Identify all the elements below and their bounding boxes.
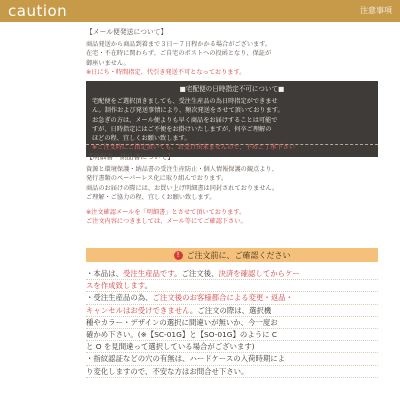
delivery-notice-line-3: お急ぎの方は、メール便よりも早く商品をお届けすることは可能で [92, 116, 278, 124]
invoice-line-3: 商品のお届けの際には、お買い上げ明細書は同封されておりません。 [86, 184, 279, 192]
note-line-4 [86, 305, 378, 317]
delivery-notice-title: ■宅配便の日時指定不可について■ [179, 85, 285, 94]
warning-icon: ! [174, 251, 183, 260]
invoice-line-4: ご理解・ご協力の程、宜しくお願い致します。 [86, 193, 216, 201]
note-line-8-text: ・指紋認証などの穴の有無は、ハードケースの入荷時期によ [86, 354, 286, 364]
mail-section-title: 【メール便発送について】 [86, 28, 168, 36]
mail-warning: ※日にち・時間指定、代引き発送不可となっております。 [86, 68, 246, 76]
order-notes [86, 268, 378, 378]
delivery-notice-line-4: すが、日時指定にはご不便をお掛けいたしますが、何卒ご理解の [92, 125, 272, 133]
delivery-notice-line-5: ほどの程、宜しくお願い致します。 [92, 135, 191, 143]
note-line-7-text: と O を見間違って選択している場合がございます) [86, 342, 255, 352]
note-line-1-text: ・本品は、受注生産品です。ご注文後、決済を確認してからケー [86, 269, 300, 278]
invoice-line-2: 発行書類のペーパーレス化に取り組んでおります。 [86, 175, 228, 183]
confirm-banner-text: ご注文前に、ご確認ください [186, 250, 291, 260]
note-line-2 [86, 280, 378, 292]
mail-line-2: 在宅・不在時に関わらず、ご自宅のポストへの投函となり、保証が [86, 50, 272, 58]
invoice-section-title: 【明細書・納品書について】 [86, 153, 175, 161]
note-line-7 [86, 341, 378, 353]
note-line-3 [86, 292, 378, 304]
header-title: caution [8, 2, 68, 20]
invoice-warning-2: ご注文内容につきましては、メール等にてご確認下さい。 [86, 218, 247, 226]
note-line-6-text: 確かめ下さい。(※【SC-01G】と【SO-01G】のように C [86, 330, 277, 340]
confirm-banner [86, 248, 378, 262]
note-line-9-text: り変化しますので、不安な方はお問合せ下さい。 [86, 366, 249, 376]
delivery-notice-line-2: ん。制作および発送事情により、頻次発送をさせて頂いております。 [92, 107, 284, 115]
header-subtitle: 注意事項 [360, 6, 392, 15]
mail-line-1: 商品発送から商品到着まで３日〜７日程かかる場合がございます。 [86, 41, 272, 49]
note-line-1 [86, 268, 378, 280]
note-line-5 [86, 317, 378, 329]
note-line-8 [86, 353, 378, 365]
note-line-9 [86, 366, 378, 378]
note-line-5-text: 種やカラー・デザインの選択に間違いが無いか、今一度お [86, 317, 278, 327]
note-line-2-text: スを作成致します。 [86, 281, 152, 291]
mail-line-3: 御座いません。 [86, 59, 130, 67]
invoice-section [86, 153, 378, 226]
delivery-notice-warning: ※ご注文時にご指定頂いても、お受け出来ませんので、予めご了承下さい [92, 144, 296, 152]
delivery-notice-line-1: 宅配便をご選択頂きましても、受注生産品の為日時指定ができませ [92, 98, 278, 106]
note-line-6 [86, 329, 378, 341]
note-line-4-text: キャンセルはお受けできません。ご注文の際は、選択機 [86, 305, 272, 315]
invoice-warning-1: ※注文確認メールを「明細書」とさせて頂いております。 [86, 209, 246, 217]
mail-section [86, 28, 378, 157]
section-divider [86, 144, 378, 145]
delivery-notice-box [86, 81, 378, 157]
caution-header [0, 0, 400, 22]
note-line-3-text: ・受注生産品の為、ご注文後のお客様都合による変更・返品・ [86, 293, 293, 303]
invoice-line-1: 資源と環境保護・納品書の受注生産防止・個人情報保護の観点より、 [86, 166, 278, 174]
